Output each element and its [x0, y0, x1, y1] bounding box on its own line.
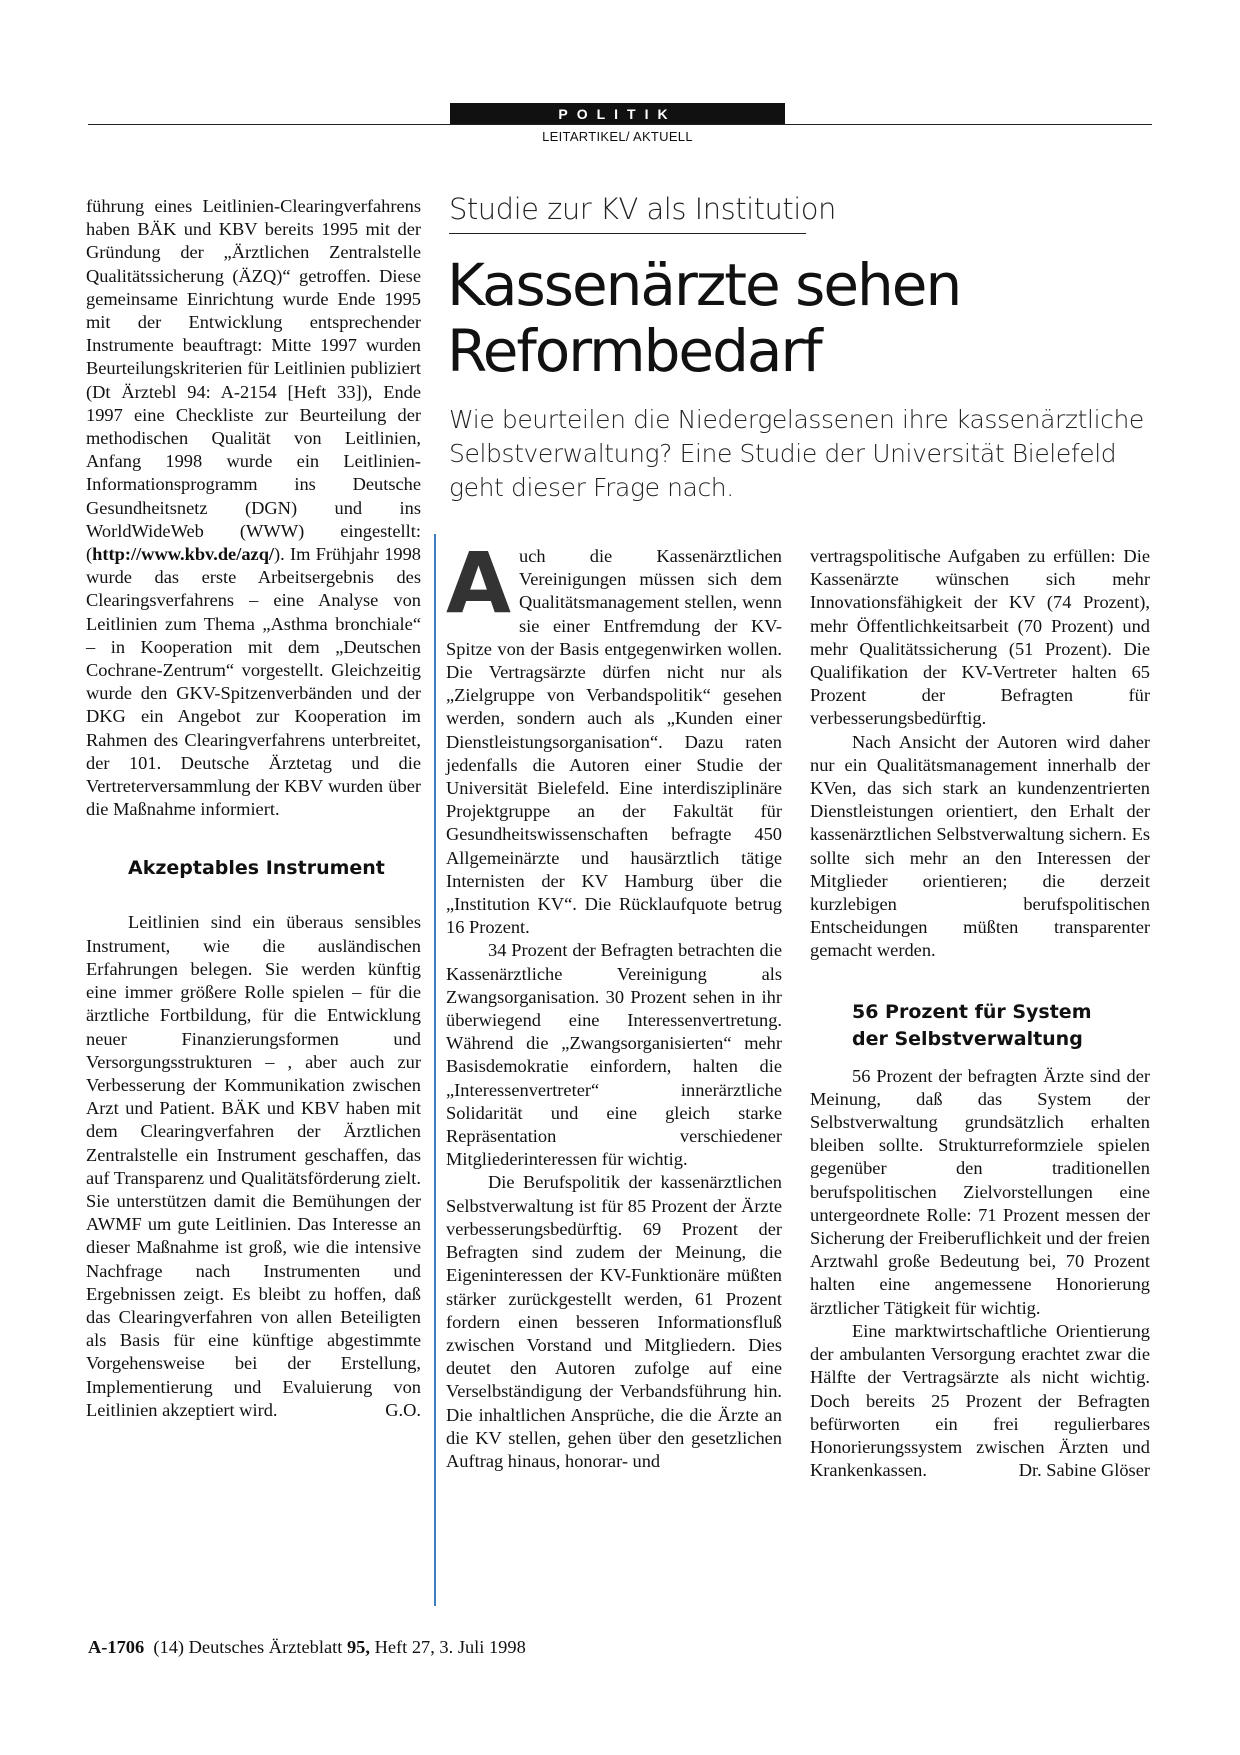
kicker-rule: [449, 233, 806, 234]
left-column: [86, 195, 421, 1422]
article-paragraph-3: Die Berufspolitik der kassenärztlichen Selbstverwaltung ist für 85 Prozent der Ärzte verbesserungsbedürftig. 69 Prozent der Befragten sind zudem der Meinung, die Eigeninteressen der KV-Funktionäre müßten stärker zurückgestellt werden, 61 Prozent fordern einen besseren Informationsfluß zwischen Vorstand und Mitgliedern. Dies deutet den Autoren zufolge auf eine Verselbständigung der Verbandsführung hin. Die inhaltlichen Ansprüche, die die Ärzte an die KV stellen, gehen über den gesetzlichen Auftrag hinaus, honorar- und: [446, 1172, 782, 1471]
article-paragraph-2: 34 Prozent der Befragten betrachten die Kassenärztliche Vereinigung als Zwangsorganisation. 30 Prozent sehen in ihr überwiegend eine Interessenvertretung. Während die „Zwangsorganisierten“ mehr Basisdemokratie einfordern, halten die „Interessenvertreter“ innerärztliche Solidarität und eine gleich starke Repräsentation verschiedener Mitgliederinteressen für wichtig.: [446, 940, 782, 1170]
subheading-line-1: 56 Prozent für System: [852, 1000, 1092, 1023]
header-rule: [88, 124, 1152, 125]
drop-cap: A: [446, 534, 512, 632]
article-paragraph-5: Nach Ansicht der Autoren wird daher nur ein Qualitätsmanagement innerhalb der KVen, das sich stark an kundenzentrierten Dienstleistungen orientiert, den Erhalt der kassenärztlichen Selbstverwaltung sichern. Es sollte sich mehr an den Interessen der Mitglieder orientieren; die derzeit kurzlebigen berufspolitischen Entscheidungen müßten transparenter gemacht werden.: [810, 731, 1150, 961]
article-lead: Wie beurteilen die Niedergelassenen ihre kassenärztliche Selbstverwaltung? Eine Studie der Universität Bielefeld geht dieser Frage nach.: [449, 405, 1144, 502]
left-paragraph-2: [86, 911, 421, 1421]
left-paragraph-1: [86, 195, 421, 821]
section-label: POLITIK: [450, 103, 785, 125]
article-paragraph-7-text: Eine marktwirtschaftliche Orientierung der ambulanten Versorgung erachtet zwar die Hälfte der Vertragsärzte als nicht wichtig. Doch bereits 25 Prozent der Befragten befürworten ein frei regulierbares Honorierungssystem zwischen Ärzten und Krankenkassen.: [810, 1320, 1150, 1481]
article-kicker: Studie zur KV als Institution: [449, 192, 836, 226]
article-column-3: [810, 545, 1150, 1482]
article-column-2: [446, 534, 782, 1473]
article-paragraph-1-text: uch die Kassenärztlichen Vereinigungen müssen sich dem Qualitätsmanagement stellen, wenn sie einer Entfremdung der KV-Spitze von der Basis entgegenwirken wollen. Die Vertragsärzte dürfen nicht nur als „Zielgruppe von Verbandspolitik“ gesehen werden, sondern auch als „Kunden einer Dienstleistungsorganisation“. Dazu raten jedenfalls die Autoren einer Studie der Universität Bielefeld. Eine interdisziplinäre Projektgruppe an der Fakultät für Gesundheitswissenschaften befragte 450 Allgemeinärzte und hausärztlich tätige Internisten der KV Hamburg über die „Institution KV“. Die Rücklaufquote betrug 16 Prozent.: [446, 546, 782, 938]
headline-line-2: Reformbedarf: [447, 317, 821, 385]
article-paragraph-4: vertragspolitische Aufgaben zu erfüllen: Die Kassenärzte wünschen sich mehr Innovationsfähigkeit der KV (74 Prozent), mehr Öffentlichkeitsarbeit (70 Prozent) und mehr Qualitätssicherung (51 Prozent). Die Qualifikation der KV-Vertreter halten 65 Prozent der Befragten für verbesserungsbedürftig.: [810, 546, 1150, 729]
subheading-line-2: der Selbstverwaltung: [852, 1027, 1083, 1050]
page-footer: [88, 1637, 526, 1658]
subheading-56-prozent: [810, 963, 1150, 1065]
footer-issue-date: Heft 27, 3. Juli 1998: [374, 1637, 526, 1657]
article-paragraph-6: 56 Prozent der befragten Ärzte sind der Meinung, daß das System der Selbstverwaltung grundsätzlich erhalten bleiben sollte. Strukturreformziele spielen gegenüber den traditionellen berufspolitischen Zielvorstellungen eine untergeordnete Rolle: 71 Prozent messen der Sicherung der Freiberuflichkeit und der freien Arztwahl große Bedeutung bei, 70 Prozent halten eine angemessene Honorierung ärztlicher Tätigkeit für wichtig.: [810, 1065, 1150, 1318]
left-paragraph-1-text: führung eines Leitlinien-Clearingverfahrens haben BÄK und KBV bereits 1995 mit der Gründung der „Ärztlichen Zentralstelle Qualitätssicherung (ÄZQ)“ getroffen. Diese gemeinsame Einrichtung wurde Ende 1995 mit der Entwicklung entsprechender Instrumente beauftragt: Mitte 1997 wurden Beurteilungskriterien für Leitlinien publiziert (Dt Ärztebl 94: A-2154 [Heft 33]), Ende 1997 eine Checkliste zur Beurteilung der methodischen Qualität von Leitlinien, Anfang 1998 wurde ein Leitlinien-Informationsprogramm ins Deutsche Gesundheitsnetz (DGN) und ins WorldWideWeb (WWW) eingestellt: (: [86, 196, 421, 565]
article-author: Dr. Sabine Glöser: [1018, 1460, 1150, 1481]
headline-line-1: Kassenärzte sehen: [447, 251, 961, 319]
subsection-label: LEITARTIKEL/ AKTUELL: [542, 129, 693, 144]
left-signature: G.O.: [385, 1399, 421, 1420]
kbv-link[interactable]: http://www.kbv.de/azq/: [92, 544, 275, 565]
article-paragraph-1: [446, 534, 782, 939]
article-headline: [447, 252, 1187, 384]
footer-page-number: A-1706: [88, 1637, 145, 1657]
footer-volume: 95,: [346, 1637, 370, 1657]
subheading-akzeptables-instrument: Akzeptables Instrument: [128, 857, 385, 880]
article-paragraph-7: [810, 1320, 1150, 1482]
column-divider: [434, 534, 436, 1606]
footer-journal: (14) Deutsches Ärzteblatt: [153, 1637, 343, 1657]
left-paragraph-1-text-cont: ). Im Frühjahr 1998 wurde das erste Arbeitsergebnis des Clearingsverfahrens – eine Analyse von Leitlinien zum Thema „Asthma bronchiale“ – in Kooperation mit dem „Deutschen Cochrane-Zentrum“ vorgestellt. Gleichzeitig wurde den GKV-Spitzenverbänden und der DKG ein Angebot zur Kooperation im Rahmen des Clearingverfahrens unterbreitet, der 101. Deutsche Ärztetag und die Vertreterversammlung der KBV wurden über die Maßnahme informiert.: [86, 544, 421, 820]
left-paragraph-2-text: Leitlinien sind ein überaus sensibles Instrument, wie die ausländischen Erfahrungen belegen. Sie werden künftig eine immer größere Rolle spielen – für die ärztliche Fortbildung, für die Entwicklung neuer Finanzierungsformen und Versorgungsstrukturen – , aber auch zur Verbesserung der Kommunikation zwischen Arzt und Patient. BÄK und KBV haben mit dem Clearingverfahren der Ärztlichen Zentralstelle ein Instrument geschaffen, das auf Transparenz und Qualitätsförderung zielt. Sie unterstützen damit die Bemühungen der AWMF um gute Leitlinien. Das Interesse an dieser Maßnahme ist groß, wie die intensive Nachfrage nach Instrumenten und Ergebnissen zeigt. Es bleibt zu hoffen, daß das Clearingverfahren von allen Beteiligten als Basis für eine künftige abgestimmte Vorgehensweise bei der Erstellung, Implementierung und Evaluierung von Leitlinien akzeptiert wird.: [86, 912, 421, 1420]
